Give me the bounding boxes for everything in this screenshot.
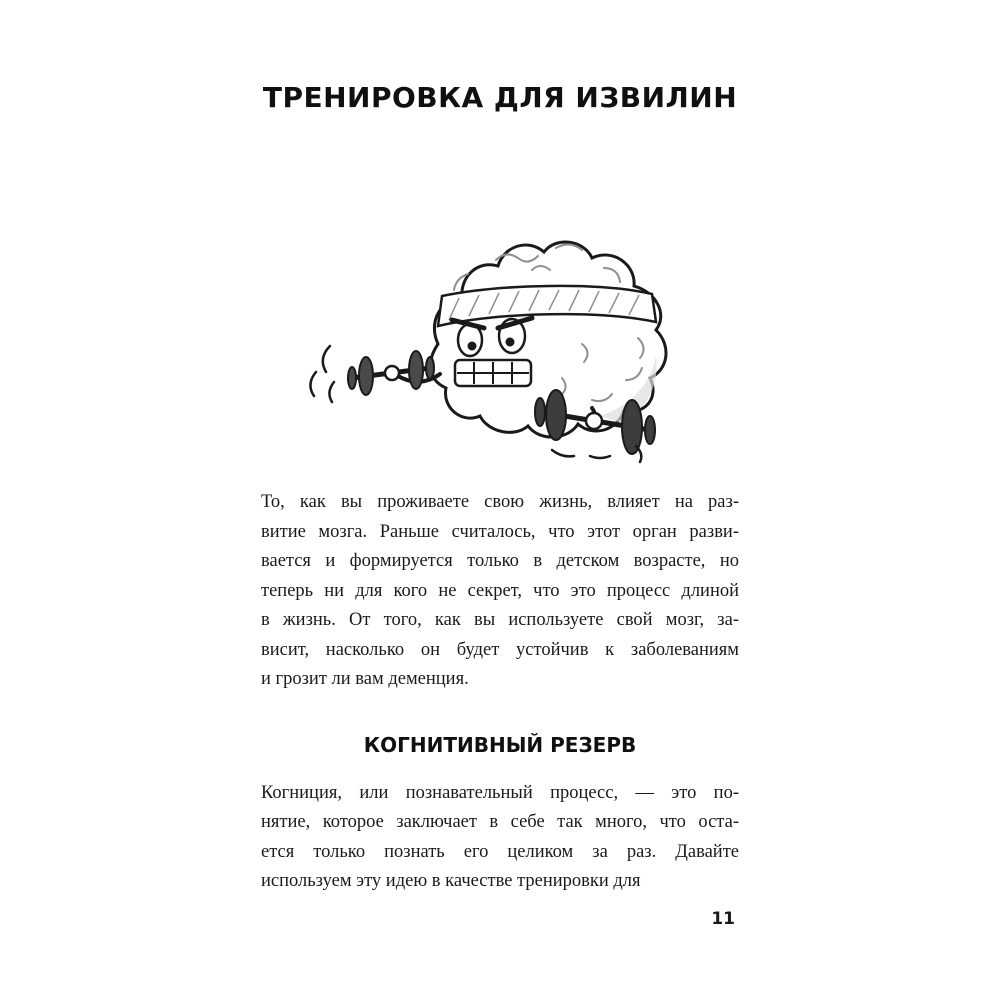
text-line: нятие, которое заключает в себе так много, что оста-	[261, 812, 739, 832]
text-line: вается и формируется только в детском возрасте, но	[261, 551, 739, 571]
paragraph-2	[261, 779, 739, 897]
text-line: используем эту идею в качестве тренировки для	[261, 871, 641, 891]
text-column	[261, 0, 739, 929]
gritted-teeth-mouth	[455, 360, 531, 386]
text-line: витие мозга. Раньше считалось, что этот орган разви-	[261, 521, 739, 542]
text-line: и грозит ли вам деменция.	[261, 669, 469, 689]
left-dumbbell	[348, 351, 440, 395]
text-line: в жизнь. От того, как вы используете свой мозг, за-	[261, 610, 739, 630]
paragraph-1	[261, 488, 739, 695]
text-line: висит, насколько он будет устойчив к заболеваниям	[261, 639, 739, 660]
brain-cartoon-svg	[300, 226, 700, 466]
chapter-title: ТРЕНИРОВКА ДЛЯ ИЗВИЛИН	[262, 81, 738, 114]
text-line: Когниция, или познавательный процесс, — это по-	[261, 782, 739, 803]
motion-lines-left	[310, 346, 334, 402]
section-heading: КОГНИТИВНЫЙ РЕЗЕРВ	[363, 732, 637, 757]
text-line: То, как вы проживаете свою жизнь, влияет на раз-	[261, 492, 739, 512]
text-line: теперь ни для кого не секрет, что это процесс длиной	[261, 580, 739, 601]
brain-lifting-dumbbells-illustration	[261, 226, 739, 466]
text-line: ется только познать его целиком за раз. Давайте	[261, 841, 739, 862]
page-number: 11	[711, 908, 735, 929]
